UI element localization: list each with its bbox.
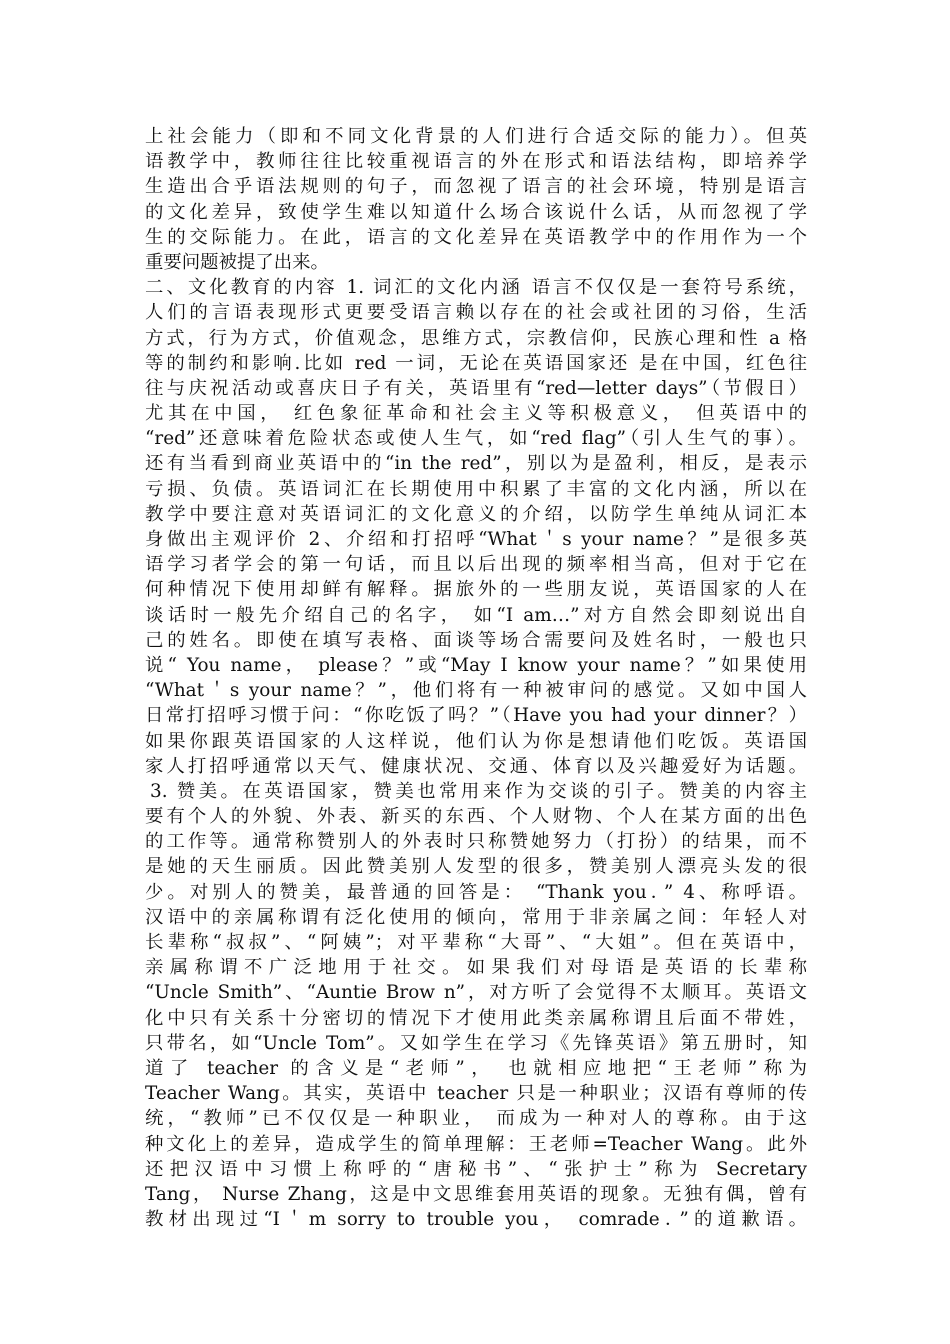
- text-line: 教学中要注意对英语词汇的文化意义的介绍，以防学生单纯从词汇本: [145, 503, 807, 525]
- text-line: 身做出主观评价 2、介绍和打招呼“What＇s your name？”是很多英: [145, 529, 807, 550]
- text-line: 语教学中，教师往往比较重视语言的外在形式和语法结构，即培养学: [145, 151, 807, 173]
- text-line: 还把汉语中习惯上称呼的“唐秘书”、“张护士”称为 Secretary: [145, 1158, 807, 1180]
- text-line: 少。对别人的赞美，最普通的回答是： “Thank you．” 4、称呼语。: [145, 881, 807, 903]
- document-body: [145, 124, 807, 1232]
- text-line: 统，“教师”已不仅仅是一种职业， 而成为一种对人的尊称。由于这: [145, 1108, 807, 1130]
- text-line: 如果你跟英语国家的人这样说，他们认为你是想请他们吃饭。英语国: [145, 730, 807, 752]
- text-line: 还有当看到商业英语中的“in the red”，别以为是盈利，相反，是表示: [145, 453, 807, 475]
- text-line: 生的交际能力。在此，语言的文化差异在英语教学中的作用作为一个: [145, 226, 807, 248]
- text-line: 亏损、负债。英语词汇在长期使用中积累了丰富的文化内涵，所以在: [145, 478, 807, 500]
- text-line: 人们的言语表现形式更要受语言赖以存在的社会或社团的习俗，生活: [145, 302, 807, 324]
- text-line: 是她的天生丽质。因此赞美别人发型的很多，赞美别人漂亮头发的很: [145, 856, 807, 878]
- text-line: 道了 teacher 的含义是“老师”， 也就相应地把“王老师”称为: [145, 1057, 807, 1079]
- text-line: 尤其在中国， 红色象征革命和社会主义等积极意义， 但英语中的: [145, 403, 807, 425]
- text-line: 汉语中的亲属称谓有泛化使用的倾向，常用于非亲属之间：年轻人对: [145, 906, 807, 928]
- text-line: Teacher Wang。其实，英语中 teacher 只是一种职业；汉语有尊师的传: [145, 1083, 807, 1105]
- text-line: 说“ You name， please？”或“May I know your name？”如果使用: [145, 654, 807, 676]
- text-line: 等的制约和影响.比如 red 一词，无论在英语国家还 是在中国，红色往: [145, 352, 807, 374]
- text-line: 方式，行为方式，价值观念，思维方式，宗教信仰，民族心理和性 a 格: [145, 327, 807, 349]
- text-line: 3. 赞美。在英语国家，赞美也常用来作为交谈的引子。赞美的内容主: [150, 780, 807, 802]
- text-line: 的文化差异，致使学生难以知道什么场合该说什么话，从而忽视了学: [145, 201, 807, 223]
- text-line: 二、文化教育的内容 1. 词汇的文化内涵 语言不仅仅是一套符号系统，: [145, 277, 807, 299]
- text-line: 教材出现过“I＇m sorry to trouble you， comrade．”的道歉语。: [145, 1209, 807, 1231]
- text-line: “red”还意味着危险状态或使人生气，如“red flag”（引人生气的事）。: [145, 428, 807, 450]
- text-line: 要有个人的外貌、外表、新买的东西、个人财物、个人在某方面的出色: [145, 806, 807, 828]
- text-line: 长辈称“叔叔”、“阿姨”；对平辈称“大哥”、“大姐”。但在英语中，: [145, 932, 807, 953]
- text-line: 家人打招呼通常以天气、健康状况、交通、体育以及兴趣爱好为话题。: [145, 755, 807, 777]
- text-line: Tang， Nurse Zhang，这是中文思维套用英语的现象。无独有偶，曾有: [145, 1183, 807, 1205]
- text-line: 只带名，如“Uncle Tom”。又如学生在学习《先锋英语》第五册时，知: [145, 1032, 807, 1054]
- text-line: 的工作等。通常称赞别人的外表时只称赞她努力（打扮）的结果，而不: [145, 831, 807, 853]
- text-line: “Uncle Smith”、“Auntie Brow n”，对方听了会觉得不太顺耳。英语文: [145, 982, 807, 1004]
- text-line: 生造出合乎语法规则的句子，而忽视了语言的社会环境，特别是语言: [145, 176, 807, 198]
- text-line: 己的姓名。即使在填写表格、面谈等场合需要问及姓名时，一般也只: [145, 629, 807, 651]
- text-line: 往与庆祝活动或喜庆日子有关，英语里有“red—letter days”（节假日）: [145, 377, 807, 399]
- text-line: 化中只有关系十分密切的情况下才使用此类亲属称谓且后面不带姓，: [145, 1007, 807, 1029]
- text-line: 亲属称谓不广泛地用于社交。如果我们对母语是英语的长辈称: [145, 957, 807, 979]
- text-line: “What＇s your name？”，他们将有一种被审问的感觉。又如中国人: [145, 680, 807, 702]
- text-line: 谈话时一般先介绍自己的名字， 如“I am…”对方自然会即刻说出自: [145, 604, 807, 626]
- text-line: 何种情况下使用却鲜有解释。据旅外的一些朋友说，英语国家的人在: [145, 579, 807, 601]
- text-line: 重要问题被提了出来。: [145, 251, 329, 273]
- text-line: 语学习者学会的第一句话，而且以后出现的频率相当高，但对于它在: [145, 554, 807, 576]
- text-line: 种文化上的差异，造成学生的简单理解：王老师=Teacher Wang。此外: [145, 1133, 807, 1155]
- text-line: 上社会能力（即和不同文化背景的人们进行合适交际的能力）。但英: [145, 126, 807, 147]
- text-line: 日常打招呼习惯于问：“你吃饭了吗？”（Have you had your dinner？）: [145, 705, 807, 727]
